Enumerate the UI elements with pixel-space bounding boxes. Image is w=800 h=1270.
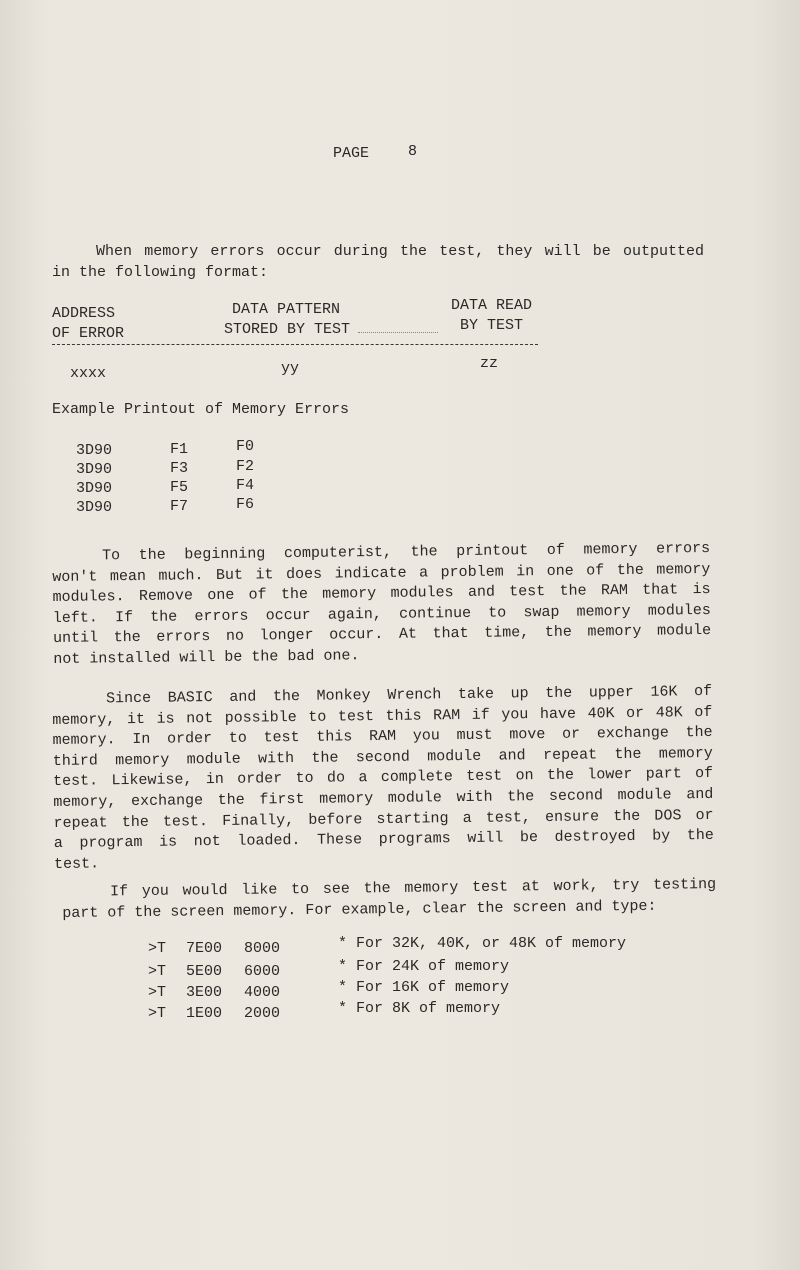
example-read: F0 — [236, 438, 255, 455]
example-read: F2 — [236, 458, 255, 475]
format-value-pattern: yy — [281, 360, 300, 377]
format-divider — [52, 344, 538, 345]
paragraph-line: test. Likewise, in order to do a complete test on the lower part of — [53, 765, 714, 791]
example-stored: F1 — [170, 441, 189, 458]
paragraph-basic-limitation — [52, 682, 714, 875]
paragraph-line: repeat the test. Finally, before starting a test, ensure the DOS or — [53, 806, 714, 832]
command-end: 2000 — [244, 1005, 281, 1022]
format-col-read-2: BY TEST — [460, 317, 524, 334]
paragraph-line: won't mean much. But it does indicate a problem in one of the memory — [52, 560, 711, 586]
format-value-read: zz — [480, 355, 499, 372]
paragraph-line: memory, exchange the first memory module with the second module and — [53, 785, 714, 811]
intro-line-1: When memory errors occur during the test, they will be outputted — [96, 243, 704, 260]
example-address: 3D90 — [76, 461, 113, 478]
command-prompt: >T — [148, 940, 167, 957]
format-col-pattern-1: DATA PATTERN — [232, 301, 341, 318]
intro-line-2: in the following format: — [52, 263, 269, 281]
command-prompt: >T — [148, 963, 167, 980]
format-col-address-2: OF ERROR — [52, 325, 125, 342]
paragraph-line: part of the screen memory. For example, clear the screen and type: — [62, 897, 657, 922]
command-note: * For 24K of memory — [338, 958, 510, 975]
page-number: 8 — [408, 143, 418, 160]
example-read: F4 — [236, 477, 255, 494]
command-note: * For 32K, 40K, or 48K of memory — [338, 935, 627, 952]
command-end: 8000 — [244, 940, 281, 957]
paragraph-line: until the errors no longer occur. At that time, the memory module — [53, 622, 712, 648]
command-end: 4000 — [244, 984, 281, 1001]
format-value-address: xxxx — [70, 365, 107, 382]
paragraph-line: If you would like to see the memory test at work, try testing — [110, 876, 717, 901]
paragraph-line: a program is not loaded. These programs will be destroyed by the — [53, 827, 714, 853]
example-heading: Example Printout of Memory Errors — [52, 401, 350, 418]
example-address: 3D90 — [76, 499, 113, 516]
example-stored: F3 — [170, 460, 189, 477]
paragraph-line: left. If the errors occur again, continue to swap memory modules — [52, 601, 711, 627]
paragraph-line: Since BASIC and the Monkey Wrench take up the upper 16K of — [106, 682, 713, 708]
command-start: 5E00 — [186, 963, 223, 980]
format-col-address-1: ADDRESS — [52, 305, 116, 322]
dotted-leader — [358, 332, 438, 333]
paragraph-line: To the beginning computerist, the printout of memory errors — [102, 539, 711, 565]
command-end: 6000 — [244, 963, 281, 980]
page-label: PAGE — [333, 145, 370, 162]
format-col-read-1: DATA READ — [451, 297, 533, 314]
command-prompt: >T — [148, 984, 167, 1001]
intro-paragraph — [52, 242, 704, 283]
paragraph-error-explanation — [52, 539, 711, 671]
example-stored: F7 — [170, 498, 189, 515]
example-address: 3D90 — [76, 480, 113, 497]
paragraph-line: modules. Remove one of the memory modules and test the RAM that is — [52, 581, 711, 607]
command-start: 3E00 — [186, 984, 223, 1001]
paragraph-line: memory. In order to test this RAM you must move or exchange the — [52, 724, 713, 750]
command-note: * For 8K of memory — [338, 1000, 501, 1017]
example-address: 3D90 — [76, 442, 113, 459]
command-prompt: >T — [148, 1005, 167, 1022]
command-note: * For 16K of memory — [338, 979, 510, 996]
example-read: F6 — [236, 496, 255, 513]
format-col-pattern-2: STORED BY TEST — [224, 321, 351, 338]
paragraph-line: third memory module with the second module and repeat the memory — [52, 744, 713, 770]
paragraph-line: not installed will be the bad one. — [53, 647, 360, 668]
command-start: 7E00 — [186, 940, 223, 957]
command-start: 1E00 — [186, 1005, 223, 1022]
paragraph-line: test. — [54, 855, 100, 873]
paragraph-line: memory, it is not possible to test this RAM if you have 40K or 48K of — [52, 703, 713, 729]
paragraph-screen-test — [62, 875, 716, 924]
example-stored: F5 — [170, 479, 189, 496]
